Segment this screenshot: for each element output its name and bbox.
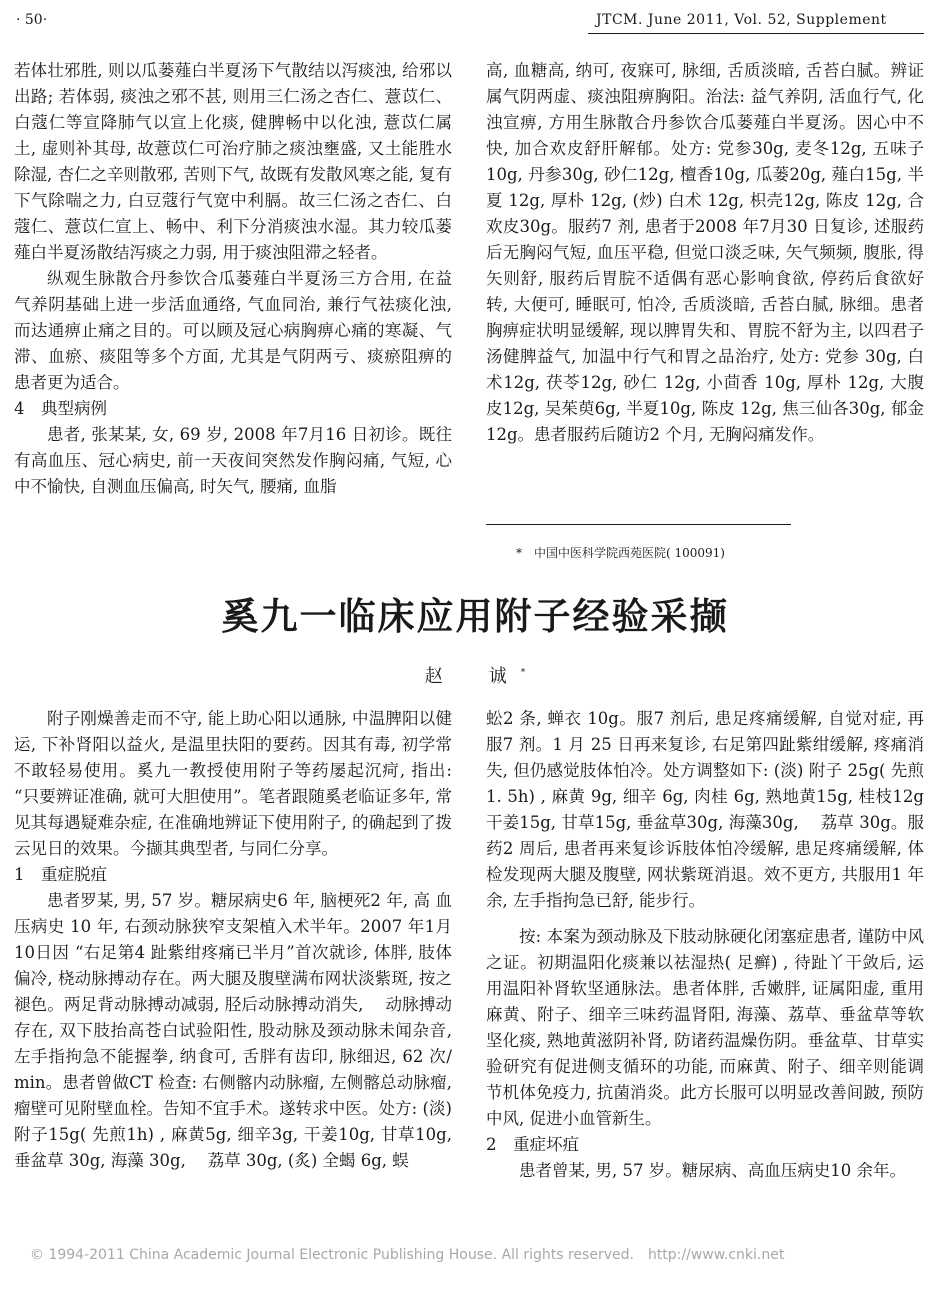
intro-paragraph: 附子刚燥善走而不守, 能上助心阳以通脉, 中温脾阳以健运, 下补肾阳以益火, 是温里扶阳的要药。因其有毒, 初学常不敢轻易使用。奚九一教授使用附子等药屡起沉疴, 指出: “只要辨证准确, 就可大胆使用”。笔者跟随奚老临证多年, 常见其每遇疑难杂症, 在准确地辨证下使用附子, 的确起到了拨云见日的效果。今撷其典型者, 与同仁分享。 — [14, 709, 452, 858]
page-number: · 50· — [16, 12, 48, 28]
body-paragraph: 若体壮邪胜, 则以瓜蒌薤白半夏汤下气散结以泻痰浊, 给邪以出路; 若体弱, 痰浊之邪不甚, 则用三仁汤之杏仁、薏苡仁、白蔻仁等宣降肺气以宣上化痰, 健脾畅中以化浊, 薏苡仁属土, 虚则补其母, 故薏苡仁可治疗肺之痰浊壅盛, 又土能胜水除湿, 杏仁之辛则散邪, 苦则下气, 故既有发散风寒之能, 复有下气除喘之力, 白豆蔻行气宽中利膈。故三仁汤之杏仁、白蔻仁、薏苡仁宣上、畅中、利下分消痰浊水湿。其力较瓜蒌薤白半夏汤散结泻痰之力弱, 用于痰浊阻滞之轻者。 — [14, 61, 452, 262]
body-paragraph: 高, 血糖高, 纳可, 夜寐可, 脉细, 舌质淡暗, 舌苔白腻。辨证属气阴两虚、痰浊阻痹胸阳。治法: 益气养阴, 活血行气, 化浊宣痹, 方用生脉散合丹参饮合瓜蒌薤白半夏汤。因心中不快, 加合欢皮舒肝解郁。处方: 党参30g, 麦冬12g, 五味子10g, 丹参30g, 砂仁12g, 檀香10g, 瓜蒌20g, 薤白15g, 半夏 12g, 厚朴 12g, (炒) 白术 12g, 枳壳12g, 陈皮 12g, 合欢皮30g。服药7 剂, 患者于2008 年7月30 日复诊, 述服药后无胸闷气短, 血压平稳, 但觉口淡乏味, 矢气频频, 腹胀, 得矢则舒, 服药后胃脘不适偶有恶心影响食欲, 停药后食欲好转, 大便可, 睡眠可, 怕冷, 舌质淡暗, 舌苔白腻, 脉细。患者胸痹症状明显缓解, 现以脾胃失和、胃脘不舒为主, 以四君子汤健脾益气, 加温中行气和胃之品治疗, 处方: 党参 30g, 白术12g, 茯苓12g, 砂仁 12g, 小茴香 10g, 厚朴 12g, 大腹皮12g, 吴茱萸6g, 半夏10g, 陈皮 12g, 焦三仙各30g, 郁金12g。患者服药后随访2 个月, 无胸闷痛发作。 — [486, 61, 924, 444]
author-affiliation-footnote: * 中国中医科学院西苑医院( 100091) — [516, 546, 725, 560]
case-paragraph: 患者罗某, 男, 57 岁。糖尿病史6 年, 脑梗死2 年, 高 血压病史 10 年, 右颈动脉狭窄支架植入术半年。2007 年1月10日因 “右足第4 趾紫绀疼痛已半月”首次就诊, 体胖, 肢体偏冷, 桡动脉搏动存在。两大腿及腹壁满布网状淡紫斑, 按之褪色。两足背动脉搏动减弱, 胫后动脉搏动消失, 动脉搏动存在, 双下肢抬高苍白试验阳性, 股动脉及颈动脉未闻杂音, 左手指拘急不能握拳, 纳食可, 舌胖有齿印, 脉细迟, 62 次/ min。患者曾做CT 检查: 右侧髂内动脉瘤, 左侧髂总动脉瘤, 瘤壁可见附壁血栓。告知不宜手术。遂转求中医。处方: (淡) 附子15g( 先煎1h) , 麻黄5g, 细辛3g, 干姜10g, 甘草10g, 垂盆草 30g, 海藻 30g, 荔草 30g, (炙) 全蝎 6g, 蜈 — [14, 891, 452, 1170]
section-heading: 1 重症脱疽 — [14, 865, 107, 884]
column-left-bottom — [14, 706, 452, 1174]
column-left-top — [14, 58, 452, 500]
case-paragraph: 蚣2 条, 蝉衣 10g。服7 剂后, 患足疼痛缓解, 自觉对症, 再服7 剂。1 月 25 日再来复诊, 右足第四趾紫绀缓解, 疼痛消失, 但仍感觉肢体怕冷。处方调整如下: (淡) 附子 25g( 先煎 1. 5h) , 麻黄 9g, 细辛 6g, 肉桂 6g, 熟地黄15g, 桂枝12g 干姜15g, 甘草15g, 垂盆草30g, 海藻30g, 荔草 30g。服药2 周后, 患者再来复诊诉肢体怕冷缓解, 患足疼痛缓解, 体检发现两大腿及腹壁, 网状紫斑消退。效不更方, 共服用1 年余, 左手指拘急已舒, 能步行。 — [486, 709, 924, 910]
case-paragraph: 患者, 张某某, 女, 69 岁, 2008 年7月16 日初诊。既往有高血压、冠心病史, 前一天夜间突然发作胸闷痛, 气短, 心中不愉快, 自测血压偏高, 时矢气, 腰痛, 血脂 — [14, 425, 452, 496]
column-right-top — [486, 58, 924, 448]
copyright-watermark: © 1994-2011 China Academic Journal Electronic Publishing House. All rights reserved. http://www.cnki.net — [30, 1247, 785, 1263]
author-name: 赵 诚 — [424, 666, 521, 687]
section-heading: 4 典型病例 — [14, 399, 107, 418]
article-title: 奚九一临床应用附子经验采撷 — [221, 595, 729, 638]
column-right-bottom — [486, 706, 924, 1184]
body-paragraph: 纵观生脉散合丹参饮合瓜蒌薤白半夏汤三方合用, 在益气养阴基础上进一步活血通络, 气血同治, 兼行气祛痰化浊, 而达通痹止痛之目的。可以顾及冠心病胸痹心痛的寒凝、气滞、血瘀、痰阻等多个方面, 尤其是气阴两亏、痰瘀阻痹的患者更为适合。 — [14, 269, 452, 392]
section-heading: 2 重症坏疽 — [486, 1135, 579, 1154]
case-paragraph: 患者曾某, 男, 57 岁。糖尿病、高血压病史10 余年。 — [519, 1161, 906, 1180]
note-paragraph: 按: 本案为颈动脉及下肢动脉硬化闭塞症患者, 谨防中风之证。初期温阳化痰兼以祛湿热( 足癣) , 待趾丫干敛后, 运用温阳补肾软坚通脉法。患者体胖, 舌嫩胖, 证属阳虚, 重用麻黄、附子、细辛三味药温肾阳, 海藻、荔草、垂盆草等软坚化痰, 熟地黄滋阴补肾, 防诸药温燥伤阴。垂盆草、甘草实验研究有促进侧支循环的功能, 而麻黄、附子、细辛则能调节机体免疫力, 抗菌消炎。此方长服可以明显改善间跛, 预防中风, 促进小血管新生。 — [486, 927, 924, 1128]
author-line — [0, 662, 950, 688]
footnote-rule — [486, 524, 791, 525]
author-footnote-mark: * — [520, 668, 526, 678]
header-rule — [588, 33, 924, 34]
journal-header: JTCM. June 2011, Vol. 52, Supplement — [596, 12, 887, 28]
